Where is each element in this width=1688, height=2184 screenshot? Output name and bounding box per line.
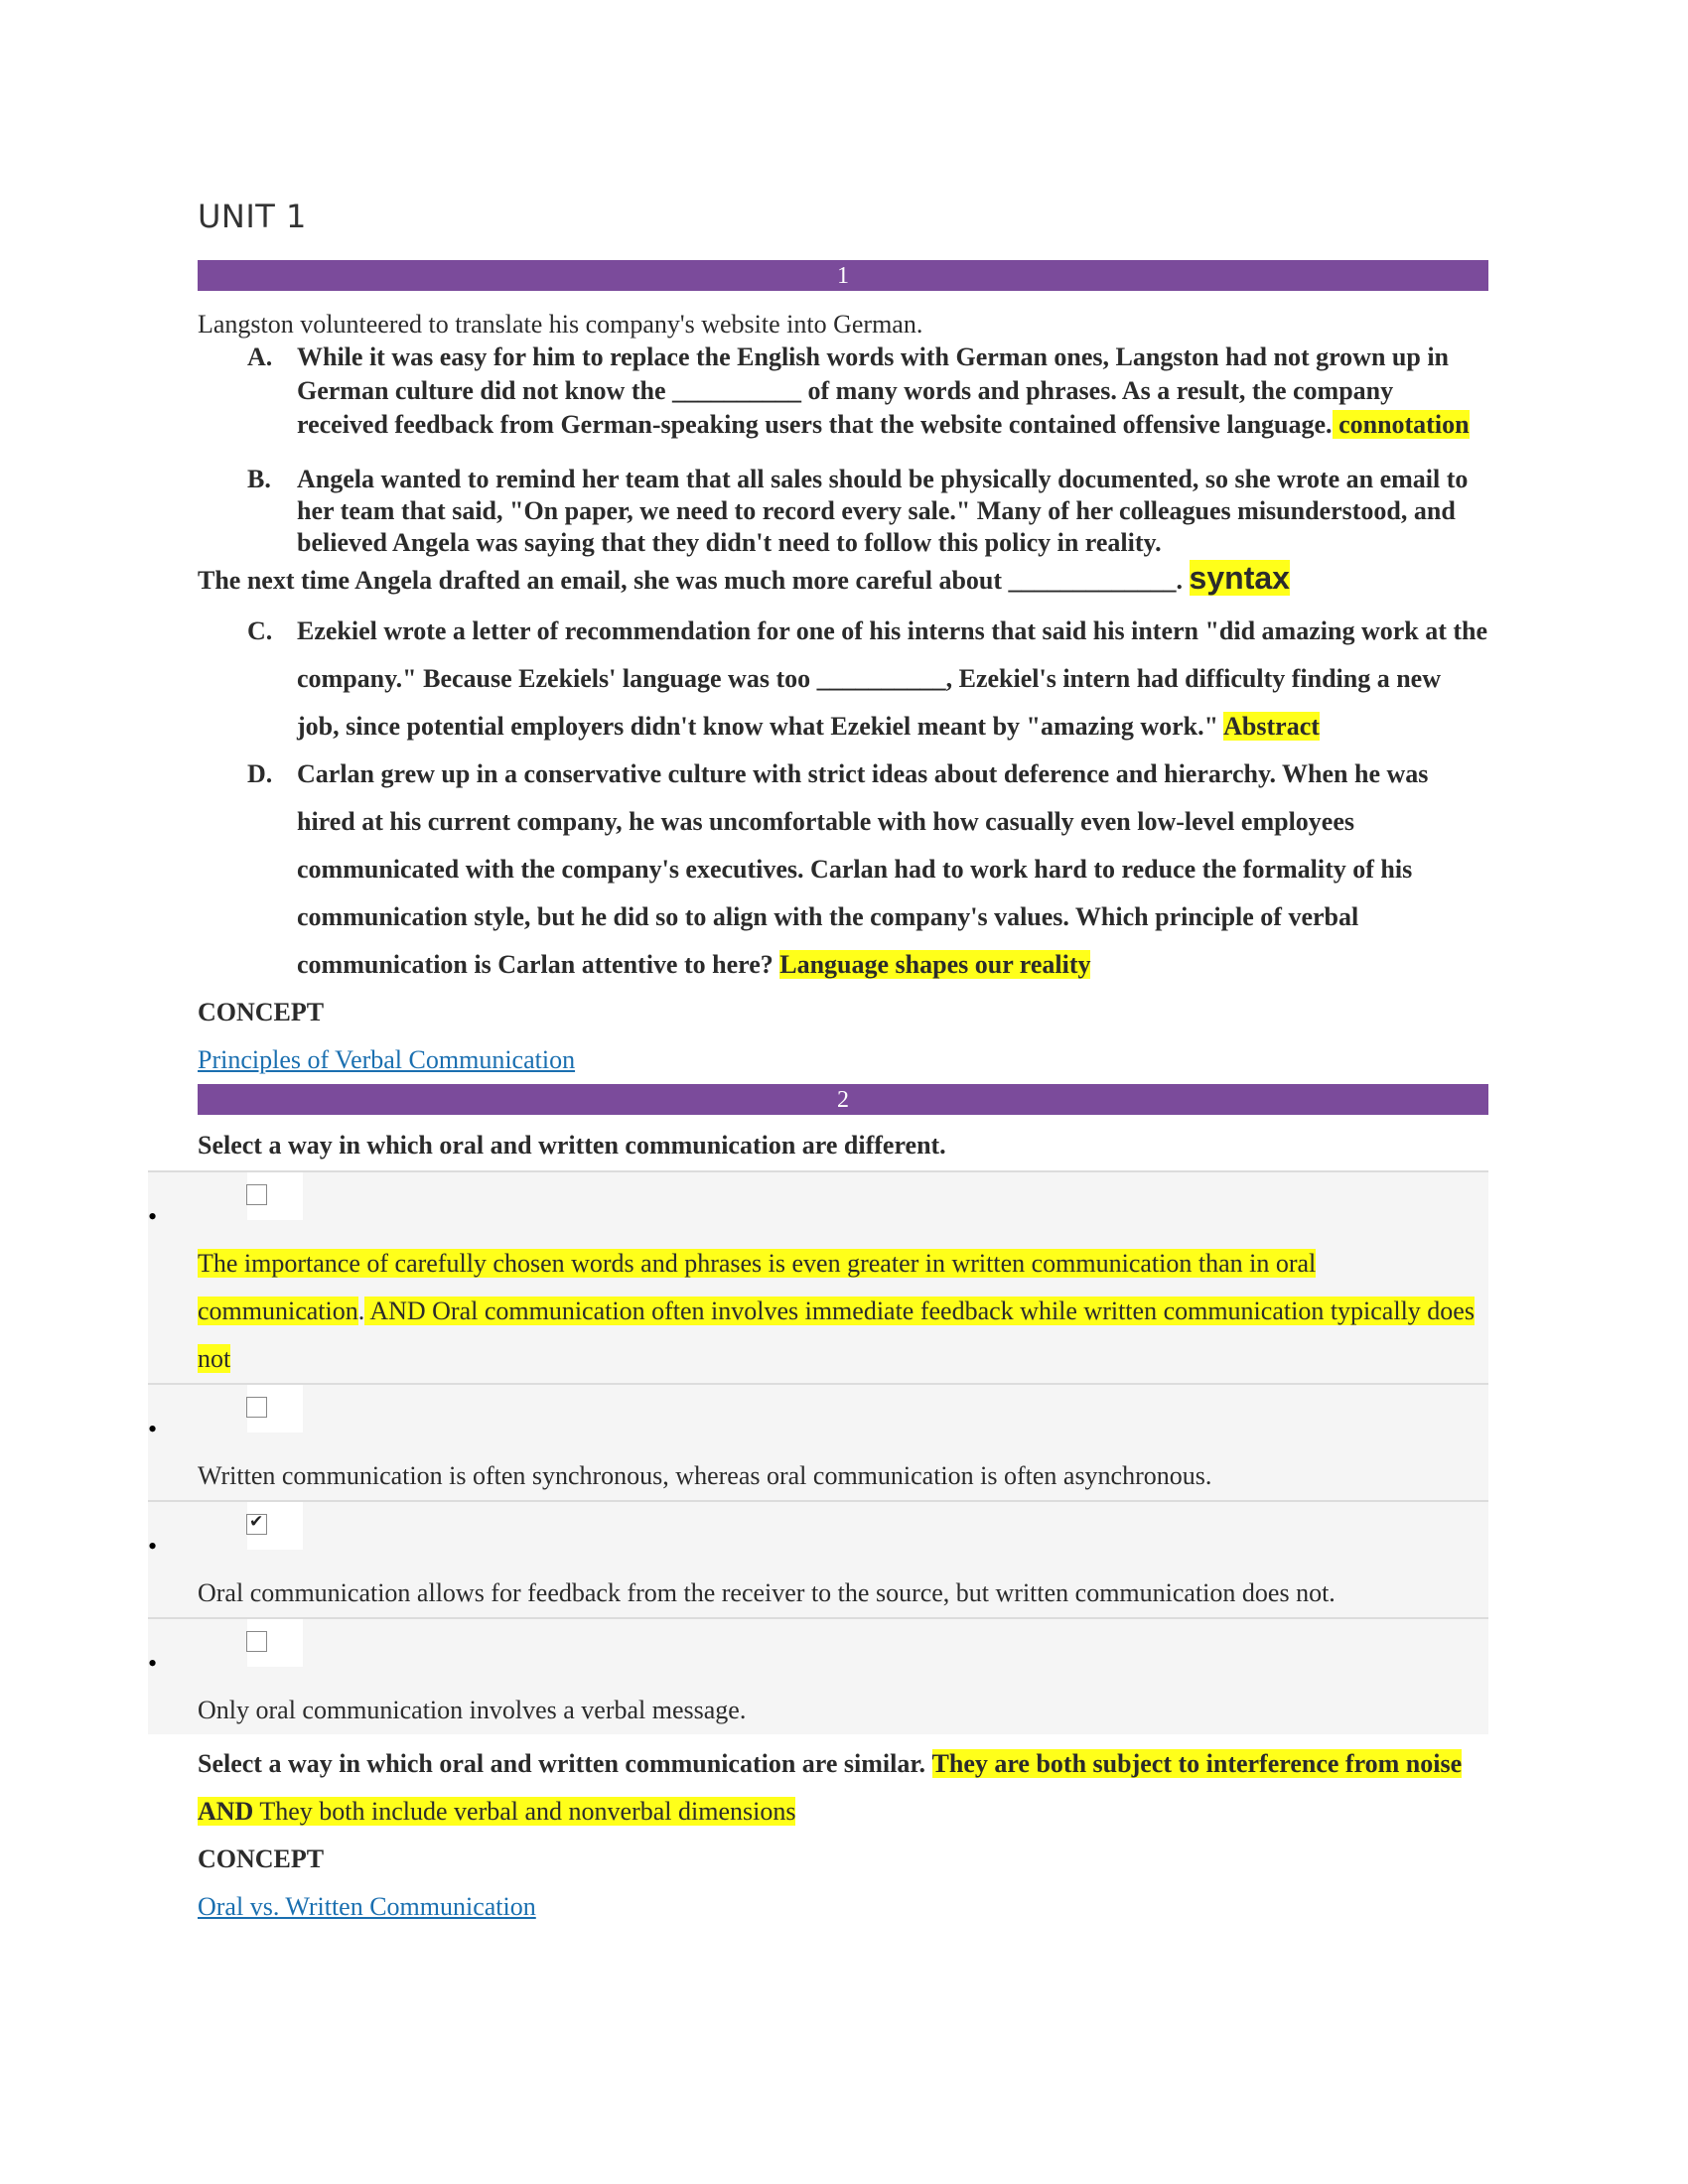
option-2-text: Written communication is often synchronous, whereas oral communication is often asynchronous. <box>198 1461 1212 1490</box>
answer-option <box>148 1500 1488 1617</box>
option-3-text: Oral communication allows for feedback from the receiver to the source, but written communication does not. <box>198 1578 1336 1607</box>
section-2-header: 2 <box>198 1084 1488 1115</box>
bullet-icon: • <box>148 1649 158 1678</box>
similar-answer-normal: They both include verbal and nonverbal dimensions <box>253 1797 796 1826</box>
option-2-checkbox[interactable] <box>246 1397 267 1418</box>
question-b-answer: syntax <box>1189 560 1290 596</box>
question-a-answer: connotation <box>1332 410 1470 439</box>
option-3-checkbox[interactable] <box>246 1514 267 1535</box>
section-2-question: Select a way in which oral and written communication are different. <box>198 1131 946 1160</box>
option-4-checkbox[interactable] <box>246 1631 267 1652</box>
answer-option <box>148 1617 1488 1734</box>
question-b <box>198 464 1488 559</box>
unit-title: UNIT 1 <box>198 198 307 235</box>
question-d-answer: Language shapes our reality <box>779 950 1091 979</box>
question-c-text: Ezekiel wrote a letter of recommendation for one of his interns that said his intern "did amazing work at the company." Because Ezekiels' language was too __________, Ezekiel's intern had difficulty finding a new job, since potential employers didn't know what Ezekiel meant by "amazing work." <box>297 616 1488 741</box>
concept-label-2: CONCEPT <box>198 1844 325 1873</box>
similar-question-text: Select a way in which oral and written communication are similar. <box>198 1749 926 1778</box>
section-1-header: 1 <box>198 260 1488 291</box>
option-1-highlight-2: AND Oral communication often involves immediate feedback while written communication typically does not <box>198 1297 1475 1373</box>
bullet-icon: • <box>148 1532 158 1561</box>
option-1-highlight-1: The importance of carefully chosen words and phrases is even greater in written communication than in oral communication <box>198 1249 1317 1325</box>
concept-label-1: CONCEPT <box>198 998 325 1026</box>
answer-options <box>148 1170 1488 1734</box>
answer-option <box>148 1170 1488 1383</box>
question-a-letter: A. <box>247 342 273 371</box>
question-b-continuation-text: The next time Angela drafted an email, she was much more careful about _____________. <box>198 566 1184 595</box>
question-list <box>198 341 1488 989</box>
bullet-icon: • <box>148 1415 158 1443</box>
question-d <box>198 751 1488 989</box>
question-c-letter: C. <box>247 616 273 645</box>
similar-question <box>198 1740 1488 1836</box>
question-a <box>198 341 1488 442</box>
document-page <box>148 195 1488 1931</box>
option-1-period: . <box>357 1297 365 1325</box>
question-c-answer: Abstract <box>1223 712 1320 741</box>
concept-link-verbal-communication[interactable]: Principles of Verbal Communication <box>198 1045 576 1074</box>
question-c <box>198 608 1488 751</box>
question-b-text: Angela wanted to remind her team that all sales should be physically documented, so she wrote an email to her team that said, "On paper, we need to record every sale." Many of her colleagues misunderstood, and believed Angela was saying that they didn't need to follow this policy in reality. <box>297 465 1469 557</box>
question-d-letter: D. <box>247 759 273 788</box>
option-4-text: Only oral communication involves a verbal message. <box>198 1696 747 1724</box>
answer-option <box>148 1383 1488 1500</box>
question-a-text: While it was easy for him to replace the English words with German ones, Langston had not grown up in German culture did not know the __________ of many words and phrases. As a result, the company received feedback from German-speaking users that the website contained offensive language. <box>297 342 1450 439</box>
option-1-text <box>198 1172 1488 1383</box>
question-b-continuation <box>198 559 1488 600</box>
question-d-text: Carlan grew up in a conservative culture with strict ideas about deference and hierarchy. When he was hired at his current company, he was uncomfortable with how casually even low-level employees communicated with the company's executives. Carlan had to work hard to reduce the formality of his communication style, but he did so to align with the company's values. Which principle of verbal communication is Carlan attentive to here? <box>297 759 1429 979</box>
similar-answer-bold: They are both subject to interference from noise AND <box>198 1749 1463 1826</box>
bullet-icon: • <box>148 1202 158 1231</box>
section-1-intro: Langston volunteered to translate his company's website into German. <box>198 310 923 339</box>
concept-link-oral-vs-written[interactable]: Oral vs. Written Communication <box>198 1892 536 1921</box>
option-1-checkbox[interactable] <box>246 1184 267 1205</box>
question-b-letter: B. <box>247 465 271 493</box>
